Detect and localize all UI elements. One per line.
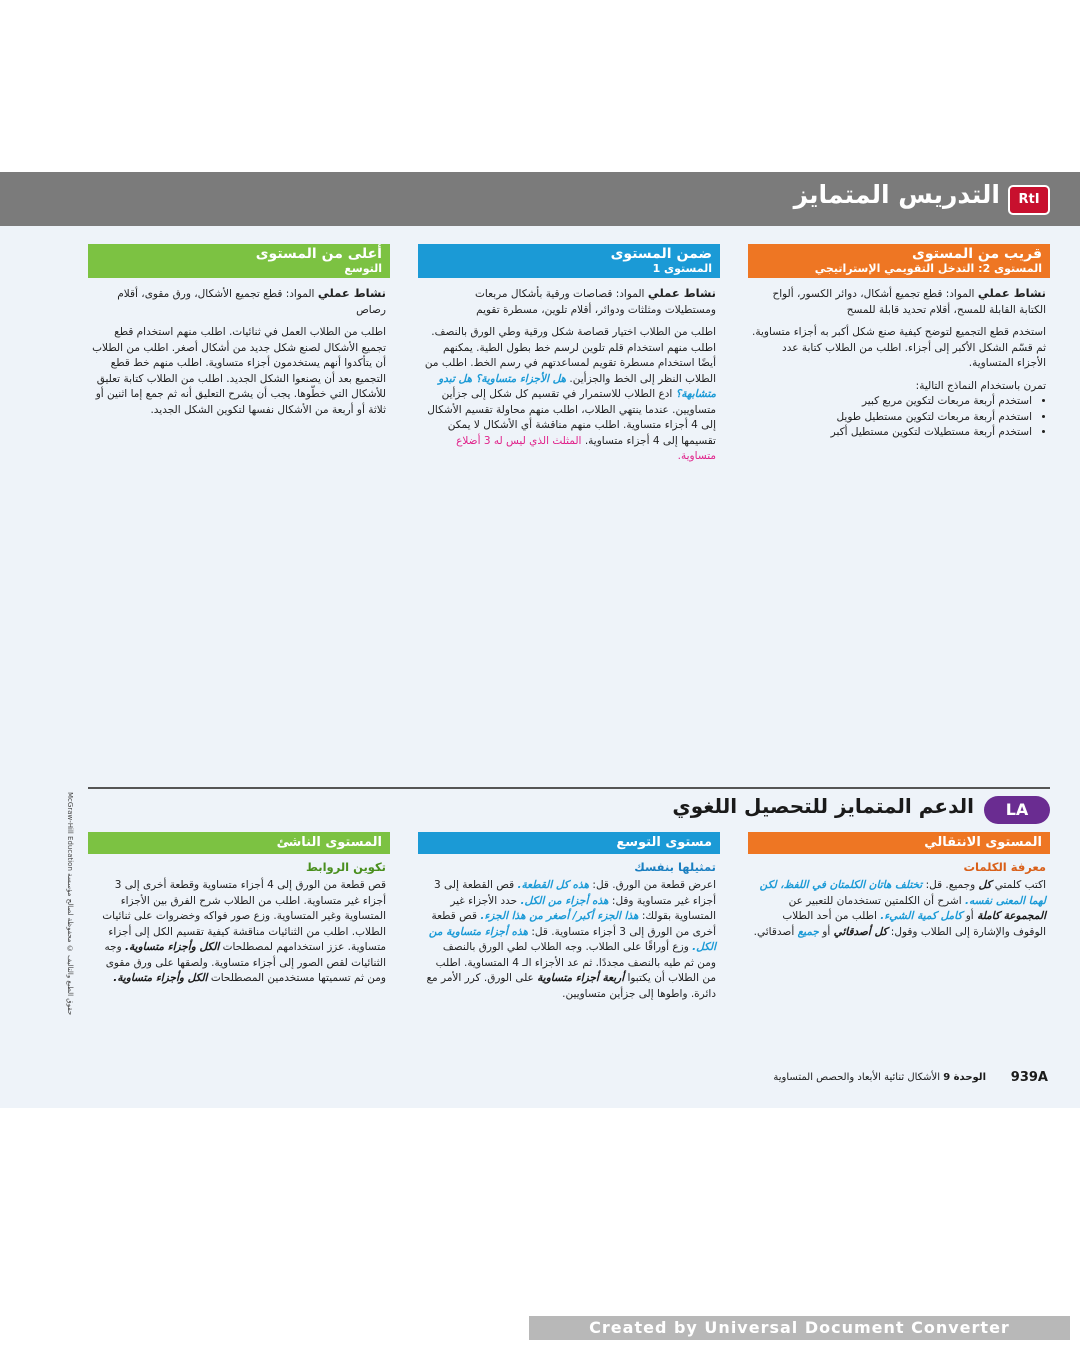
column-subheading: تمثيلها بنفسك bbox=[634, 860, 716, 874]
activity-label: نشاط عملي bbox=[317, 286, 386, 300]
rti-badge: RtI bbox=[1008, 185, 1050, 215]
text: اكتب كلمتي bbox=[994, 879, 1046, 891]
column-heading: مستوى التوسع bbox=[418, 832, 720, 854]
column-heading: أعلى من المستوى bbox=[255, 246, 382, 262]
text: قص قطعة أخرى من الورق إلى 3 أجزاء متساوية. قل: bbox=[431, 910, 716, 938]
column-subheading: التوسع bbox=[344, 262, 382, 275]
practice-intro: تمرن باستخدام النماذج التالية: bbox=[915, 379, 1046, 392]
paragraph: اطلب من الطلاب العمل في ثنائيات. اطلب منهم استخدام قطع تجميع الأشكال لصنع شكل جديد من أشكال أصغر. اطلب من الطلاب أن يتأكدوا أنهم يستخدمون أجزاء متساوية. اطلب منهم خط قطع التجميع بعد أن يصنعوا الشكل الجديد. اطلب من الطلاب كتابة تعليق للأشكال التي خطّوها. يجب أن يشرح التعليق أنه ثم جمع إما اثنين أو ثلاثة أو أربعة من الأشكال نفسها لتكوين الشكل الجديد. bbox=[92, 326, 386, 416]
practice-list bbox=[752, 394, 1046, 441]
materials-text: المواد: قطع تجميع الأشكال، ورق مقوى، أقلام رصاص bbox=[117, 288, 386, 316]
list-item: • استخدم أربعة مستطيلات لتكوين مستطيل أكبر bbox=[752, 425, 1032, 441]
text: أو bbox=[965, 910, 974, 922]
materials-text: المواد: قصاصات ورقية بأشكال مربعات ومستطيلات ومثلثات ودوائر، أقلام تلوين، مسطرة تقويم bbox=[475, 288, 716, 316]
text: حدد الأجزاء غير المتساوية بقولك: bbox=[450, 894, 716, 922]
column-subheading: تكوين الروابط bbox=[305, 860, 386, 874]
rti-column-on-level bbox=[418, 244, 720, 472]
page-footer bbox=[0, 1070, 1080, 1090]
text: أو bbox=[822, 925, 831, 938]
text: وجميع. قل: bbox=[925, 879, 976, 891]
teacher-quote: هذا الجزء أكبر/ أصغر من هذا الجزء. bbox=[480, 910, 639, 922]
teacher-quote: هذه أجزاء من الكل. bbox=[520, 894, 609, 907]
column-header bbox=[88, 244, 390, 278]
term: كامل كمية الشيء. bbox=[880, 910, 963, 922]
la-badge: LA bbox=[984, 796, 1050, 824]
column-header bbox=[418, 244, 720, 278]
teacher-page bbox=[0, 172, 1080, 1108]
word: كل bbox=[978, 879, 992, 891]
text: أصدقائي. bbox=[753, 925, 795, 938]
text: اشرح أن الكلمتين تستخدمان للتعبير عن bbox=[788, 894, 962, 907]
rti-column-beyond bbox=[88, 244, 390, 425]
column-body bbox=[418, 278, 720, 465]
term: الكل وأجزاء متساوية. bbox=[113, 972, 208, 984]
term: المجموعة كاملة bbox=[977, 910, 1046, 922]
column-body bbox=[748, 278, 1050, 441]
column-subheading: معرفة الكلمات bbox=[963, 860, 1046, 874]
paragraph-end: ادع الطلاب للاستمرار في تقسيم كل شكل إلى جزأين متساويين. عندما ينتهي الطلاب، اطلب منهم محاولة تقسيم الأشكال إلى 4 أجزاء متساوية. اطلب منهم مناقشة أي الأشكال لا يمكن تقسيمها إلى 4 أجزاء متساوية. bbox=[427, 388, 716, 447]
la-column-expanding bbox=[418, 832, 720, 1009]
activity-label: نشاط عملي bbox=[647, 286, 716, 300]
rti-column-approaching bbox=[748, 244, 1050, 441]
copyright-note: McGraw-Hill Education حقوق الطبع والتأليف © محفوظة لصالح مؤسسة bbox=[66, 792, 74, 1016]
term: الكل وأجزاء متساوية. bbox=[125, 941, 220, 953]
phrase: جميع bbox=[797, 925, 819, 938]
text: اعرض قطعة من الورق. قل: bbox=[592, 879, 716, 891]
teacher-question: هل الأجزاء متساوية؟ هل تبدو متشابهة؟ bbox=[438, 372, 716, 400]
column-body bbox=[418, 874, 720, 1002]
answer-note: المثلث الذي ليس له 3 أضلاع متساوية. bbox=[456, 434, 716, 462]
section-divider bbox=[88, 787, 1050, 789]
text: اطلب من أحد الطلاب الوقوف والإشارة إلى الطلاب وقول: bbox=[782, 910, 1046, 938]
paragraph-start: اطلب من الطلاب اختيار قصاصة شكل ورقية وطي الورق بالنصف. اطلب منهم استخدام قلم تلوين لرسم خط بطول الطية. يمكنهم أيضًا استخدام مسطرة تقويم لمساعدتهم في رسم الخط. اطلب من الطلاب النظر إلى الخط والجزأين. bbox=[424, 326, 716, 385]
text: قص القطعة إلى 3 أجزاء غير متساوية وقل: bbox=[434, 879, 716, 907]
list-item: • استخدم أربعة مربعات لتكوين مربع كبير bbox=[752, 394, 1032, 410]
teacher-quote: هذه كل القطعة. bbox=[517, 879, 590, 891]
column-body bbox=[88, 278, 390, 418]
column-heading: قريب من المستوى bbox=[912, 246, 1042, 262]
list-item: • استخدم أربعة مربعات لتكوين مستطيل طويل bbox=[752, 410, 1032, 426]
text: وجه الثنائيات لقص الصور إلى أجزاء متساوية. ولصقها على ورق مقوى ومن ثم تسميتها مستخدمين المصطلحات bbox=[104, 941, 386, 984]
unit-title: الأشكال ثنائية الأبعاد والحصص المتساوية bbox=[773, 1072, 941, 1083]
la-column-emerging bbox=[88, 832, 390, 994]
term: أربعة أجزاء متساوية bbox=[537, 972, 625, 984]
rti-title: التدريس المتمايز bbox=[793, 180, 1000, 209]
column-heading: المستوى الانتقالي bbox=[748, 832, 1050, 854]
text: على الورق. كرر الأمر مع دائرة. واطوها إلى جزأين متساويين. bbox=[426, 972, 716, 1000]
converter-watermark: Created by Universal Document Converter bbox=[529, 1316, 1070, 1340]
la-title: الدعم المتمايز للتحصيل اللغوي bbox=[672, 794, 974, 818]
teacher-quote: تختلف هاتان الكلمتان في اللفظ، لكن لهما المعنى نفسه. bbox=[759, 879, 1046, 907]
column-subheading: المستوى 1 bbox=[652, 262, 712, 275]
column-heading: ضمن المستوى bbox=[610, 246, 712, 262]
activity-label: نشاط عملي bbox=[977, 286, 1046, 300]
la-column-transitional bbox=[748, 832, 1050, 947]
rti-banner bbox=[0, 172, 1080, 226]
teacher-quote: هذه أجزاء متساوية من الكل. bbox=[428, 925, 716, 953]
column-subheading: المستوى 2: التدخل التقويمي الإستراتيجي bbox=[814, 262, 1042, 275]
unit-caption bbox=[773, 1072, 986, 1083]
text: قص قطعة من الورق إلى 4 أجزاء متساوية وقطعة أخرى إلى 3 أجزاء غير متساوية. اطلب من الطلاب شرح الفرق بين الأجزاء المتساوية وغير المتساوية. وزع صور فواكه وخضروات على ثنائيات الطلاب. اطلب من الثنائيات مناقشة كيفية تقسيم الكل إلى أجزاء متساوية. عزز استخدامهم لمصطلحات bbox=[102, 879, 386, 953]
paragraph: استخدم قطع التجميع لتوضح كيفية صنع شكل أكبر به أجزاء متساوية. ثم قسّم الشكل الأكبر إلى أجزاء. اطلب من الطلاب كتابة عدد الأجزاء المتساوية. bbox=[752, 326, 1046, 369]
materials-text: المواد: قطع تجميع أشكال، دوائر الكسور، ألواح الكتابة القابلة للمسح، أقلام تحديد قابلة للمسح bbox=[772, 288, 1046, 316]
column-body bbox=[748, 874, 1050, 940]
column-body bbox=[88, 874, 390, 987]
text: وزع أوراقًا على الطلاب. وجه الطلاب لطي الورق بالنصف ومن ثم طيه بالنصف مجددًا. ثم عد الأجزاء الـ 4 المتساوية. اطلب من الطلاب أن يكتبوا bbox=[435, 941, 716, 984]
page-number: 939A bbox=[1010, 1070, 1048, 1085]
unit-label: الوحدة 9 bbox=[943, 1072, 986, 1083]
column-header bbox=[748, 244, 1050, 278]
column-heading: المستوى الناشئ bbox=[88, 832, 390, 854]
phrase: كل أصدقائي bbox=[833, 925, 888, 938]
